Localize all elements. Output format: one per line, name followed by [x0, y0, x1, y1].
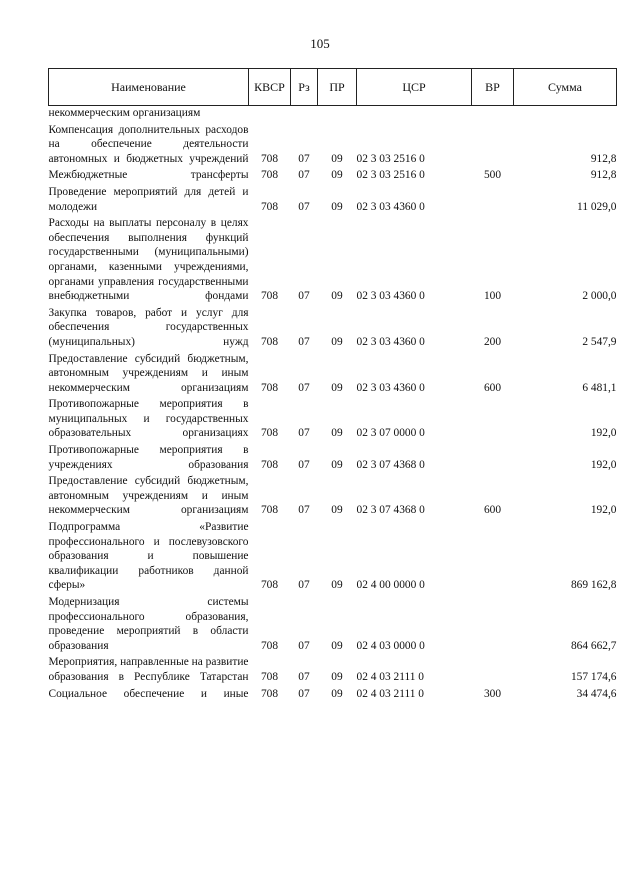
row-rz: 07	[298, 639, 310, 652]
row-kvsr: 708	[260, 639, 279, 652]
row-rz: 07	[298, 579, 310, 592]
row-vr	[472, 520, 514, 595]
row-vr: 600	[483, 381, 502, 394]
row-kvsr: 708	[260, 458, 279, 471]
row-pr: 09	[331, 169, 343, 182]
row-pr: 09	[331, 290, 343, 303]
header-name: Наименование	[49, 69, 249, 106]
row-pr: 09	[331, 687, 343, 700]
row-pr: 09	[331, 639, 343, 652]
page-number: 105	[310, 36, 330, 51]
row-sum: 912,8	[590, 169, 617, 182]
row-kvsr: 708	[260, 670, 279, 683]
row-kvsr	[249, 106, 291, 123]
row-sum: 157 174,6	[570, 670, 617, 683]
row-name: Расходы на выплаты персоналу в целях обеспечения выполнения функций государственными (муниципальными) органами, казенными учреждениями, органами управления государственными внебюджетными фондами	[48, 217, 249, 303]
row-csr: 02 3 07 0000 0	[356, 427, 425, 440]
row-rz: 07	[298, 504, 310, 517]
row-csr: 02 3 07 4368 0	[356, 458, 425, 471]
row-kvsr: 708	[260, 504, 279, 517]
row-name: Компенсация дополнительных расходов на обеспечение деятельности автономных и бюджетных учреждений	[48, 123, 249, 165]
row-sum: 2 000,0	[582, 290, 617, 303]
row-kvsr: 708	[260, 290, 279, 303]
row-sum: 192,0	[590, 504, 617, 517]
row-kvsr: 708	[260, 335, 279, 348]
table-row	[49, 123, 617, 169]
row-sum: 192,0	[590, 458, 617, 471]
table-row	[49, 520, 617, 595]
row-name: Межбюджетные трансферты	[48, 169, 249, 182]
row-vr: 100	[483, 290, 502, 303]
row-pr: 09	[331, 579, 343, 592]
table-row	[49, 352, 617, 398]
row-csr: 02 4 00 0000 0	[356, 579, 425, 592]
row-name: Предоставление субсидий бюджетным, автономным учреждениям и иным некоммерческим организациям	[48, 475, 249, 517]
row-sum: 864 662,7	[570, 639, 617, 652]
row-name: некоммерческим организациям	[48, 107, 201, 119]
row-sum: 34 474,6	[576, 687, 617, 700]
row-kvsr: 708	[260, 169, 279, 182]
table-row	[49, 106, 617, 123]
row-pr	[318, 106, 357, 123]
row-name: Модернизация системы профессионального образования, проведение мероприятий в области образования	[48, 596, 249, 652]
row-csr: 02 4 03 0000 0	[356, 639, 425, 652]
table-row	[49, 474, 617, 520]
header-sum: Сумма	[514, 69, 617, 106]
row-kvsr: 708	[260, 687, 279, 700]
row-name: Проведение мероприятий для детей и молодежи	[48, 185, 249, 213]
row-vr: 200	[483, 335, 502, 348]
row-vr	[472, 106, 514, 123]
row-csr: 02 3 03 4360 0	[356, 290, 425, 303]
row-pr: 09	[331, 200, 343, 213]
row-csr	[357, 106, 472, 123]
row-csr: 02 3 07 4368 0	[356, 504, 425, 517]
table-row	[49, 168, 617, 185]
row-vr	[472, 123, 514, 169]
row-sum: 2 547,9	[582, 335, 617, 348]
row-rz: 07	[298, 427, 310, 440]
row-csr: 02 3 03 4360 0	[356, 335, 425, 348]
row-vr	[472, 185, 514, 216]
header-csr: ЦСР	[357, 69, 472, 106]
row-csr: 02 3 03 2516 0	[356, 152, 425, 165]
row-vr	[472, 655, 514, 686]
table-row	[49, 655, 617, 686]
row-name: Предоставление субсидий бюджетным, автономным учреждениям и иным некоммерческим организациям	[48, 352, 249, 394]
row-pr: 09	[331, 458, 343, 471]
row-pr: 09	[331, 427, 343, 440]
row-rz	[291, 106, 318, 123]
table-row	[49, 595, 617, 655]
row-name: Мероприятия, направленные на развитие образования в Республике Татарстан	[48, 656, 249, 683]
row-kvsr: 708	[260, 427, 279, 440]
row-csr: 02 3 03 4360 0	[356, 200, 425, 213]
row-pr: 09	[331, 335, 343, 348]
row-name: Противопожарные мероприятия в муниципальных и государственных образовательных организациях	[48, 398, 249, 440]
row-pr: 09	[331, 381, 343, 394]
row-kvsr: 708	[260, 152, 279, 165]
row-vr	[472, 595, 514, 655]
row-name: Социальное обеспечение и иные	[48, 687, 249, 700]
row-rz: 07	[298, 335, 310, 348]
table-row	[49, 216, 617, 306]
row-vr	[472, 397, 514, 443]
table-row	[49, 687, 617, 704]
row-vr: 300	[483, 687, 502, 700]
row-sum: 6 481,1	[582, 381, 617, 394]
header-kvsr: КВСР	[249, 69, 291, 106]
table-row	[49, 397, 617, 443]
row-name: Противопожарные мероприятия в учреждениях образования	[48, 444, 249, 471]
table-header-row	[49, 69, 617, 106]
row-rz: 07	[298, 687, 310, 700]
row-kvsr: 708	[260, 200, 279, 213]
row-pr: 09	[331, 152, 343, 165]
row-name: Подпрограмма «Развитие профессионального и послевузовского образования и повышение квалификации работников данной сферы»	[48, 521, 249, 592]
row-rz: 07	[298, 152, 310, 165]
row-pr: 09	[331, 670, 343, 683]
row-rz: 07	[298, 670, 310, 683]
budget-table	[48, 68, 617, 703]
row-sum: 912,8	[590, 152, 617, 165]
row-vr: 600	[483, 504, 502, 517]
row-kvsr: 708	[260, 381, 279, 394]
row-rz: 07	[298, 381, 310, 394]
row-csr: 02 4 03 2111 0	[356, 687, 424, 700]
header-rz: Рз	[291, 69, 318, 106]
row-pr: 09	[331, 504, 343, 517]
row-vr	[472, 443, 514, 474]
row-sum: 192,0	[590, 427, 617, 440]
row-rz: 07	[298, 169, 310, 182]
table-row	[49, 443, 617, 474]
row-rz: 07	[298, 458, 310, 471]
row-sum: 869 162,8	[570, 579, 617, 592]
row-sum: 11 029,0	[577, 200, 617, 213]
row-rz: 07	[298, 290, 310, 303]
row-csr: 02 3 03 2516 0	[356, 169, 425, 182]
row-csr: 02 3 03 4360 0	[356, 381, 425, 394]
row-kvsr: 708	[260, 579, 279, 592]
row-sum	[514, 106, 617, 123]
header-pr: ПР	[318, 69, 357, 106]
row-vr: 500	[483, 169, 502, 182]
table-row	[49, 185, 617, 216]
row-rz: 07	[298, 200, 310, 213]
header-vr: ВР	[472, 69, 514, 106]
row-csr: 02 4 03 2111 0	[356, 670, 424, 683]
row-name: Закупка товаров, работ и услуг для обеспечения государственных (муниципальных) нужд	[48, 306, 249, 348]
table-row	[49, 306, 617, 352]
